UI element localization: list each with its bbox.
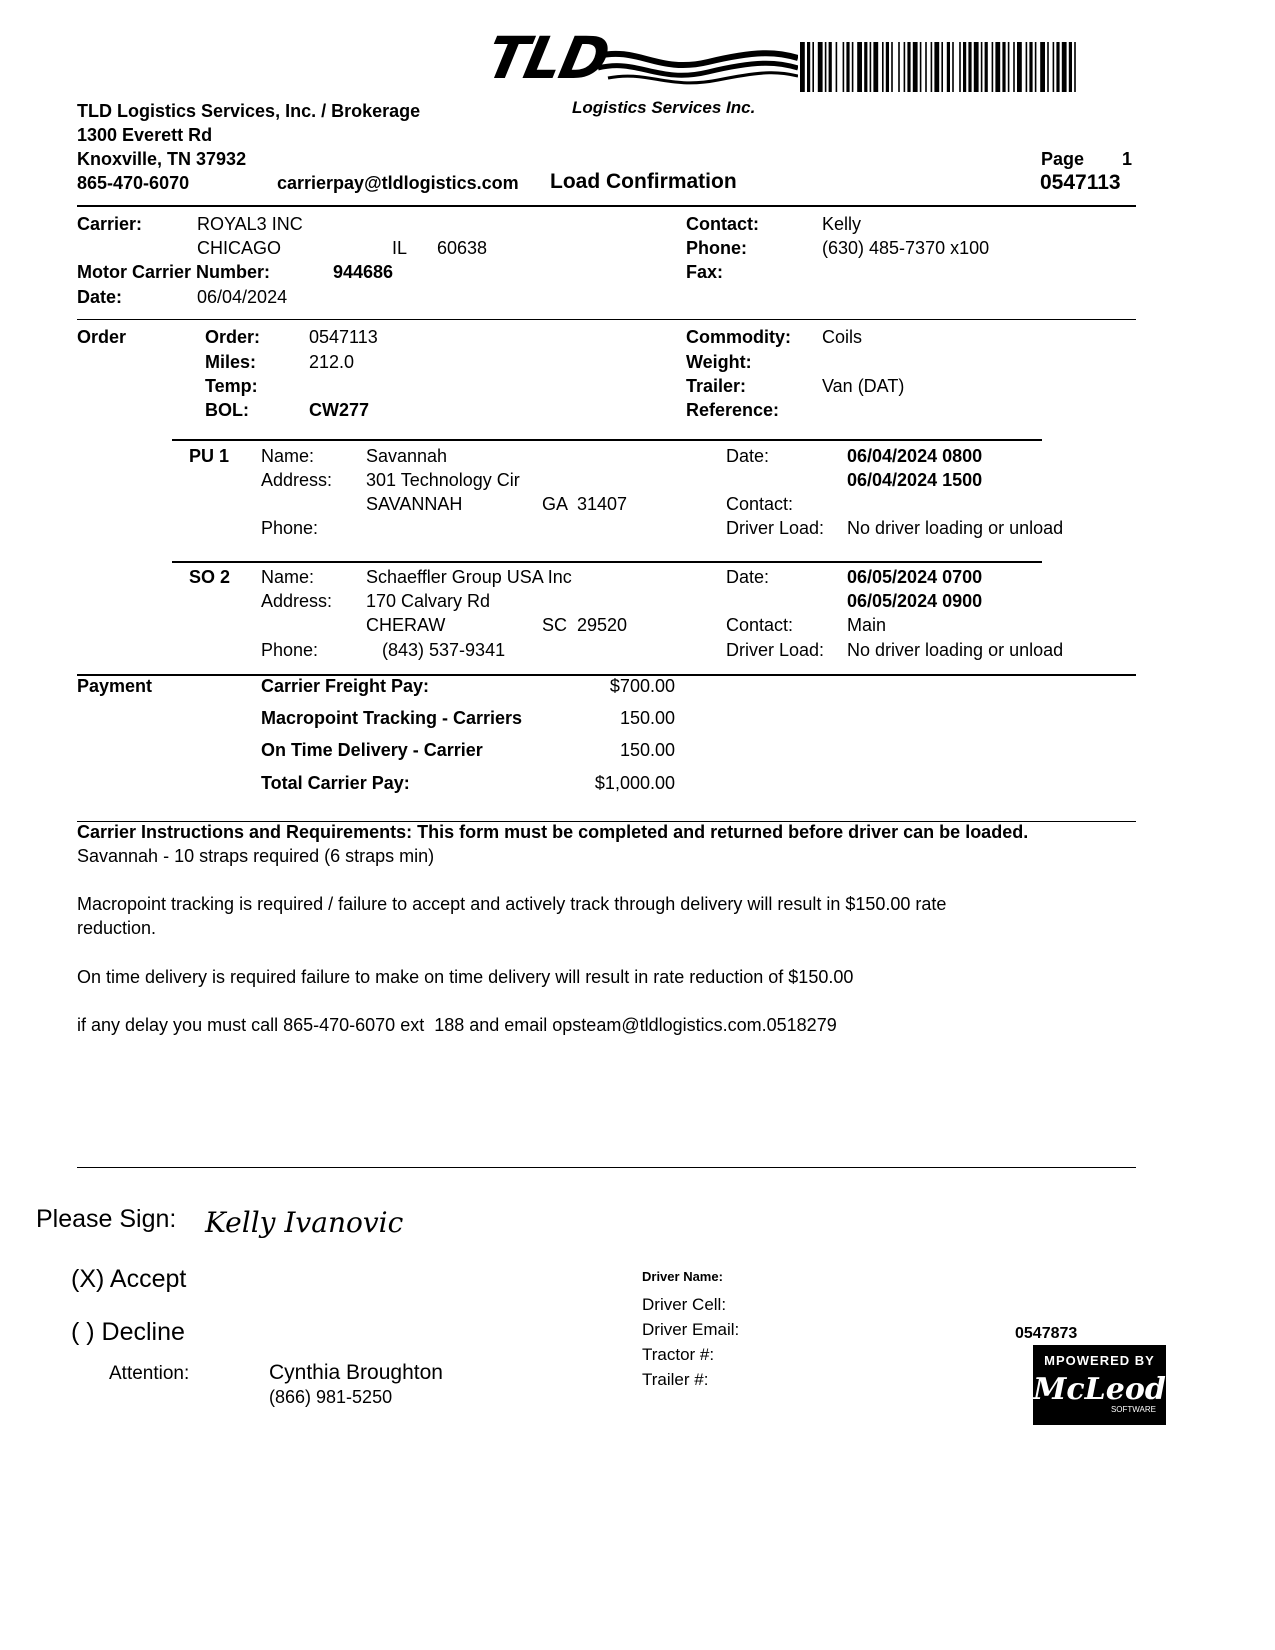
mc-number: 944686 xyxy=(333,262,394,282)
stop-phone-label: Phone: xyxy=(261,640,319,660)
contact-label: Contact: xyxy=(686,214,759,234)
miles-value: 212.0 xyxy=(309,352,355,372)
stop-date-end: 06/05/2024 0900 xyxy=(847,591,983,611)
carrier-label: Carrier: xyxy=(77,214,143,234)
page-label: Page xyxy=(1041,149,1085,169)
carrier-name: ROYAL3 INC xyxy=(197,214,303,234)
driver-cell-label: Driver Cell: xyxy=(642,1295,727,1314)
stop1-divider xyxy=(172,439,1042,441)
mc-number-label: Motor Carrier Number: xyxy=(77,262,271,282)
payment-line-label: Macropoint Tracking - Carriers xyxy=(261,708,523,728)
stop-contact: Main xyxy=(847,615,887,635)
stop-driver-load-label: Driver Load: xyxy=(726,640,825,660)
instructions-line: reduction. xyxy=(77,918,157,938)
stop-date-end: 06/04/2024 1500 xyxy=(847,470,983,490)
decline-option[interactable]: ( ) Decline xyxy=(71,1318,185,1346)
attention-phone: (866) 981-5250 xyxy=(269,1387,393,1407)
stamp-id: 0547873 xyxy=(1015,1325,1078,1342)
stop-contact-label: Contact: xyxy=(726,615,794,635)
stop-date-start: 06/04/2024 0800 xyxy=(847,446,983,466)
trailer-number-label: Trailer #: xyxy=(642,1370,709,1389)
contact-value: Kelly xyxy=(822,214,862,234)
stop-id: PU 1 xyxy=(189,446,230,466)
payment-total-amount: $1,000.00 xyxy=(594,773,675,793)
stop-city: SAVANNAH xyxy=(366,494,463,514)
barcode-icon xyxy=(800,42,1214,92)
stop-name-label: Name: xyxy=(261,446,315,466)
stop-name-label: Name: xyxy=(261,567,315,587)
stop-address-label: Address: xyxy=(261,470,333,490)
stop-date-label: Date: xyxy=(726,567,770,587)
stop-name: Savannah xyxy=(366,446,448,466)
payment-line-label: On Time Delivery - Carrier xyxy=(261,740,483,760)
load-id: 0547113 xyxy=(1040,171,1121,194)
carrier-city: CHICAGO xyxy=(197,238,282,258)
driver-email-label: Driver Email: xyxy=(642,1320,740,1339)
instructions-line: if any delay you must call 865-470-6070 ext 188 and email opsteam@tldlogistics.com.0518279 xyxy=(77,1015,837,1035)
payment-total-label: Total Carrier Pay: xyxy=(261,773,410,793)
attention-name: Cynthia Broughton xyxy=(269,1361,443,1384)
reference-label: Reference: xyxy=(686,400,780,420)
tractor-label: Tractor #: xyxy=(642,1345,715,1364)
commodity-value: Coils xyxy=(822,327,863,347)
document-title: Load Confirmation xyxy=(550,170,737,193)
stop-name: Schaeffler Group USA Inc xyxy=(366,567,572,587)
stop-state-zip: GA 31407 xyxy=(542,494,628,514)
trailer-label: Trailer: xyxy=(686,376,747,396)
stop2-divider xyxy=(172,561,1042,563)
payment-line-amount: 150.00 xyxy=(619,740,675,760)
signature-field[interactable]: Kelly Ivanovic xyxy=(205,1206,404,1239)
weight-label: Weight: xyxy=(686,352,752,372)
order-section-label: Order xyxy=(77,327,127,347)
stop-city: CHERAW xyxy=(366,615,446,635)
stop-state-zip: SC 29520 xyxy=(542,615,628,635)
carrier-date-label: Date: xyxy=(77,287,123,307)
bol-label: BOL: xyxy=(205,400,249,420)
stop-driver-load: No driver loading or unload xyxy=(847,640,1064,660)
payment-line-amount: $700.00 xyxy=(609,676,675,696)
stop-phone-label: Phone: xyxy=(261,518,319,538)
stop-address-label: Address: xyxy=(261,591,333,611)
phone-value: (630) 485-7370 x100 xyxy=(822,238,990,258)
instructions-heading: Carrier Instructions and Requirements: This form must be completed and returned before driver can be loaded. xyxy=(77,822,1029,842)
payment-section-label: Payment xyxy=(77,676,153,696)
miles-label: Miles: xyxy=(205,352,257,372)
order-label: Order: xyxy=(205,327,261,347)
stop-phone: (843) 537-9341 xyxy=(382,640,506,660)
mcleod-badge xyxy=(1033,1345,1166,1425)
temp-label: Temp: xyxy=(205,376,258,396)
stop-driver-load-label: Driver Load: xyxy=(726,518,825,538)
phone-label: Phone: xyxy=(686,238,747,258)
please-sign-label: Please Sign: xyxy=(36,1205,177,1233)
trailer-value: Van (DAT) xyxy=(822,376,905,396)
stop-date-label: Date: xyxy=(726,446,770,466)
stop-address: 301 Technology Cir xyxy=(366,470,520,490)
bol-value: CW277 xyxy=(309,400,370,420)
stop-driver-load: No driver loading or unload xyxy=(847,518,1064,538)
logo-swoosh-icon xyxy=(598,44,798,94)
fax-label: Fax: xyxy=(686,262,724,282)
stop-date-start: 06/05/2024 0700 xyxy=(847,567,983,587)
company-street: 1300 Everett Rd xyxy=(77,125,213,145)
badge-sub-text: SOFTWARE xyxy=(1110,1405,1156,1414)
badge-top-text: MPOWERED BY xyxy=(1044,1353,1155,1368)
company-email[interactable]: carrierpay@tldlogistics.com xyxy=(277,173,519,193)
accept-option[interactable]: (X) Accept xyxy=(71,1265,187,1293)
header-divider xyxy=(77,205,1136,207)
carrier-state: IL xyxy=(392,238,408,258)
tld-logo: TLD xyxy=(480,24,614,92)
stop-contact-label: Contact: xyxy=(726,494,794,514)
carrier-divider xyxy=(77,319,1136,320)
company-name: TLD Logistics Services, Inc. / Brokerage xyxy=(77,101,421,121)
signature-divider xyxy=(77,1167,1136,1168)
commodity-label: Commodity: xyxy=(686,327,791,347)
stop-address: 170 Calvary Rd xyxy=(366,591,491,611)
company-phone: 865-470-6070 xyxy=(77,173,190,193)
order-number: 0547113 xyxy=(309,327,378,347)
payment-line-label: Carrier Freight Pay: xyxy=(261,676,430,696)
mcleod-logo: McLeod xyxy=(1033,1372,1166,1407)
carrier-date: 06/04/2024 xyxy=(197,287,288,307)
instructions-line: On time delivery is required failure to make on time delivery will result in rate reduction of $150.00 xyxy=(77,967,854,987)
logo-subtitle: Logistics Services Inc. xyxy=(572,98,756,117)
carrier-zip: 60638 xyxy=(437,238,488,258)
driver-name-label: Driver Name: xyxy=(642,1269,723,1284)
instructions-line: Macropoint tracking is required / failure to accept and actively track through delivery will result in $150.00 rate xyxy=(77,894,947,914)
attention-label: Attention: xyxy=(109,1363,190,1384)
payment-line-amount: 150.00 xyxy=(619,708,675,728)
instructions-line: Savannah - 10 straps required (6 straps min) xyxy=(77,846,435,866)
stop-id: SO 2 xyxy=(189,567,231,587)
company-city: Knoxville, TN 37932 xyxy=(77,149,247,169)
page-number: 1 xyxy=(1122,149,1133,169)
